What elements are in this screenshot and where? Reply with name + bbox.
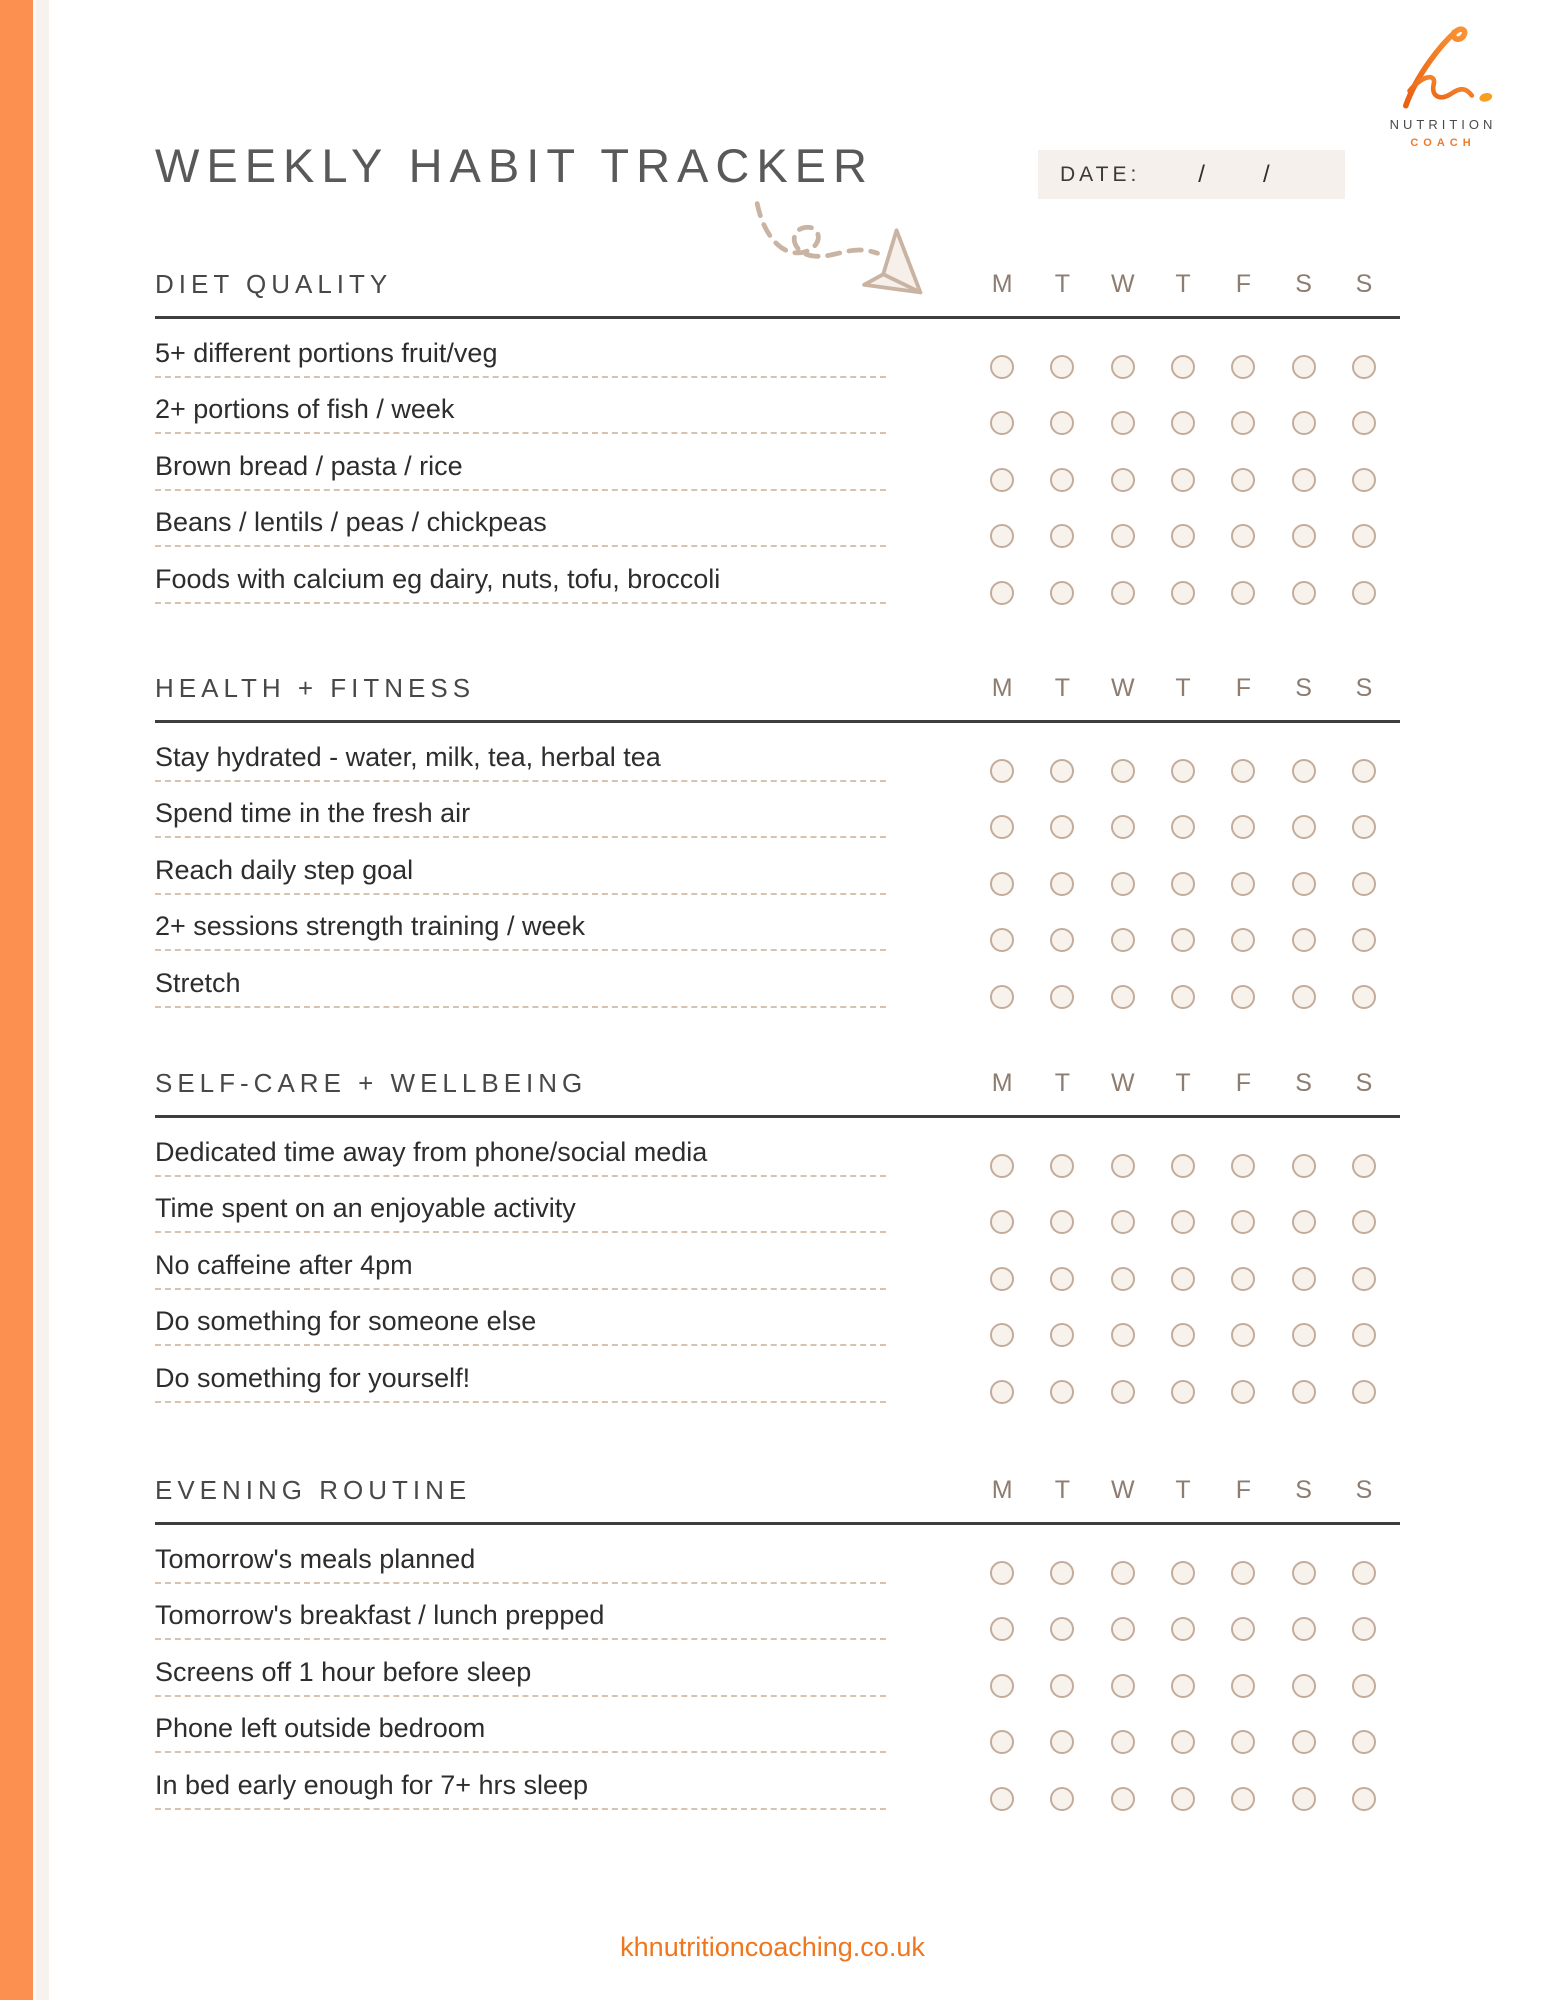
day-letter: W (1110, 1068, 1135, 1097)
habit-label: Stretch (155, 968, 886, 1008)
habit-checkbox-circle[interactable] (1352, 1323, 1376, 1347)
habit-checkbox-circle[interactable] (1352, 1210, 1376, 1234)
habit-checkbox-circle[interactable] (1292, 815, 1316, 839)
habit-label: Dedicated time away from phone/social media (155, 1137, 886, 1177)
habit-checkbox-circle[interactable] (1352, 1787, 1376, 1811)
habit-row (155, 327, 1400, 384)
habit-checkbox-circle[interactable] (1050, 1210, 1074, 1234)
habit-checkbox-circle[interactable] (1111, 928, 1135, 952)
habit-day-circles (972, 872, 1395, 896)
day-letter: T (1175, 1068, 1191, 1097)
habit-checkbox-circle[interactable] (1231, 759, 1255, 783)
habit-label: 2+ sessions strength training / week (155, 911, 886, 951)
habit-checkbox-circle[interactable] (1171, 1674, 1195, 1698)
habit-checkbox-circle[interactable] (1111, 1674, 1135, 1698)
habit-label: Do something for someone else (155, 1306, 886, 1346)
habit-checkbox-circle[interactable] (1111, 1617, 1135, 1641)
day-of-week-headers (972, 1476, 1395, 1505)
habit-checkbox-circle[interactable] (1292, 1323, 1316, 1347)
habit-checkbox-circle[interactable] (1050, 1730, 1074, 1754)
habit-section (155, 1472, 1400, 1816)
habit-row (155, 1703, 1400, 1760)
habit-day-circles (972, 1210, 1395, 1234)
habit-checkbox-circle[interactable] (1231, 1154, 1255, 1178)
habit-row (155, 1183, 1400, 1240)
section-title: EVENING ROUTINE (155, 1474, 472, 1505)
day-letter: M (991, 1068, 1013, 1097)
habit-checkbox-circle[interactable] (1050, 1380, 1074, 1404)
habit-row (155, 553, 1400, 610)
habit-checkbox-circle[interactable] (1111, 1154, 1135, 1178)
habit-checkbox-circle[interactable] (990, 1380, 1014, 1404)
habit-row (155, 1646, 1400, 1703)
habit-checkbox-circle[interactable] (1352, 524, 1376, 548)
day-letter: T (1054, 1475, 1071, 1504)
day-letter: S (1295, 1068, 1312, 1097)
habit-label: Reach daily step goal (155, 855, 886, 895)
habit-checkbox-circle[interactable] (1171, 985, 1195, 1009)
habit-checkbox-circle[interactable] (1111, 1267, 1135, 1291)
habit-checkbox-circle[interactable] (1231, 1617, 1255, 1641)
habit-checkbox-circle[interactable] (990, 1267, 1014, 1291)
habit-row (155, 384, 1400, 441)
habit-checkbox-circle[interactable] (1352, 985, 1376, 1009)
habit-day-circles (972, 928, 1395, 952)
habit-row (155, 440, 1400, 497)
habit-checkbox-circle[interactable] (990, 928, 1014, 952)
habit-checkbox-circle[interactable] (1292, 1154, 1316, 1178)
section-title: DIET QUALITY (155, 268, 393, 299)
habit-row (155, 497, 1400, 554)
habit-row (155, 1239, 1400, 1296)
habit-checkbox-circle[interactable] (1111, 1380, 1135, 1404)
habit-day-circles (972, 1617, 1395, 1641)
habit-checkbox-circle[interactable] (990, 872, 1014, 896)
habit-checkbox-circle[interactable] (1292, 411, 1316, 435)
habit-checkbox-circle[interactable] (1050, 1617, 1074, 1641)
day-letter: S (1295, 673, 1312, 702)
habit-checkbox-circle[interactable] (990, 759, 1014, 783)
brand-logo (1383, 22, 1503, 149)
habit-day-circles (972, 581, 1395, 605)
habit-checkbox-circle[interactable] (1111, 1323, 1135, 1347)
date-slash: / (1198, 160, 1205, 188)
day-letter: S (1355, 1475, 1373, 1504)
day-letter: W (1110, 673, 1135, 702)
habit-checkbox-circle[interactable] (990, 1210, 1014, 1234)
section-divider (155, 720, 1400, 723)
habit-checkbox-circle[interactable] (1171, 581, 1195, 605)
habit-checkbox-circle[interactable] (1171, 1617, 1195, 1641)
habit-checkbox-circle[interactable] (1231, 1787, 1255, 1811)
kh-logo-icon (1387, 22, 1499, 115)
habit-checkbox-circle[interactable] (1171, 1380, 1195, 1404)
habit-checkbox-circle[interactable] (1050, 815, 1074, 839)
habit-checkbox-circle[interactable] (1171, 468, 1195, 492)
habit-checkbox-circle[interactable] (1171, 1561, 1195, 1585)
section-title: SELF-CARE + WELLBEING (155, 1067, 588, 1098)
habit-checkbox-circle[interactable] (1231, 1561, 1255, 1585)
habit-label: No caffeine after 4pm (155, 1250, 886, 1290)
habit-day-circles (972, 1787, 1395, 1811)
day-letter: T (1175, 1475, 1191, 1504)
day-letter: T (1175, 673, 1191, 702)
habit-checkbox-circle[interactable] (1111, 524, 1135, 548)
habit-label: Screens off 1 hour before sleep (155, 1657, 886, 1697)
logo-nutrition-text: NUTRITION (1389, 117, 1497, 132)
day-of-week-headers (972, 270, 1395, 299)
habit-checkbox-circle[interactable] (1292, 1617, 1316, 1641)
habit-day-circles (972, 759, 1395, 783)
habit-checkbox-circle[interactable] (1292, 581, 1316, 605)
day-letter: S (1355, 269, 1373, 298)
section-divider (155, 316, 1400, 319)
habit-label: Time spent on an enjoyable activity (155, 1193, 886, 1233)
habit-checkbox-circle[interactable] (990, 355, 1014, 379)
habit-checkbox-circle[interactable] (990, 1323, 1014, 1347)
habit-checkbox-circle[interactable] (1352, 759, 1376, 783)
habit-checkbox-circle[interactable] (990, 1787, 1014, 1811)
habit-checkbox-circle[interactable] (1352, 581, 1376, 605)
habit-checkbox-circle[interactable] (1352, 872, 1376, 896)
habit-checkbox-circle[interactable] (1292, 1561, 1316, 1585)
day-letter: T (1054, 673, 1071, 702)
day-letter: T (1175, 269, 1191, 298)
day-letter: M (991, 673, 1013, 702)
habit-sections (155, 266, 1400, 1816)
habit-checkbox-circle[interactable] (1231, 1267, 1255, 1291)
date-slash: / (1262, 160, 1270, 188)
habit-checkbox-circle[interactable] (1111, 1730, 1135, 1754)
habit-checkbox-circle[interactable] (1171, 1210, 1195, 1234)
habit-checkbox-circle[interactable] (1292, 1380, 1316, 1404)
habit-row (155, 1533, 1400, 1590)
habit-checkbox-circle[interactable] (1231, 1674, 1255, 1698)
habit-checkbox-circle[interactable] (1111, 1561, 1135, 1585)
habit-label: Beans / lentils / peas / chickpeas (155, 507, 886, 547)
habit-checkbox-circle[interactable] (1171, 1730, 1195, 1754)
habit-day-circles (972, 1323, 1395, 1347)
habit-label: Spend time in the fresh air (155, 798, 886, 838)
habit-checkbox-circle[interactable] (1171, 815, 1195, 839)
day-letter: T (1054, 269, 1071, 298)
habit-checkbox-circle[interactable] (1111, 985, 1135, 1009)
day-letter: W (1110, 1475, 1135, 1504)
habit-checkbox-circle[interactable] (1292, 1674, 1316, 1698)
habit-checkbox-circle[interactable] (1352, 411, 1376, 435)
habit-checkbox-circle[interactable] (1050, 1154, 1074, 1178)
habit-checkbox-circle[interactable] (990, 815, 1014, 839)
habit-checkbox-circle[interactable] (1352, 1380, 1376, 1404)
habit-checkbox-circle[interactable] (1050, 985, 1074, 1009)
habit-label: In bed early enough for 7+ hrs sleep (155, 1770, 886, 1810)
habit-checkbox-circle[interactable] (1050, 524, 1074, 548)
habit-checkbox-circle[interactable] (1352, 1730, 1376, 1754)
habit-checkbox-circle[interactable] (1111, 815, 1135, 839)
habit-checkbox-circle[interactable] (1352, 1674, 1376, 1698)
habit-checkbox-circle[interactable] (990, 1154, 1014, 1178)
day-of-week-headers (972, 1069, 1395, 1098)
day-letter: S (1355, 673, 1373, 702)
habit-checkbox-circle[interactable] (1171, 411, 1195, 435)
date-field[interactable] (1038, 150, 1345, 199)
habit-checkbox-circle[interactable] (1111, 581, 1135, 605)
habit-checkbox-circle[interactable] (1050, 1674, 1074, 1698)
habit-section (155, 1065, 1400, 1409)
habit-checkbox-circle[interactable] (1352, 1154, 1376, 1178)
habit-checkbox-circle[interactable] (1292, 985, 1316, 1009)
left-beige-stripe (36, 0, 49, 2000)
day-letter: S (1295, 1475, 1312, 1504)
habit-checkbox-circle[interactable] (1292, 1787, 1316, 1811)
habit-label: Foods with calcium eg dairy, nuts, tofu, broccoli (155, 564, 886, 604)
habit-checkbox-circle[interactable] (1171, 1267, 1195, 1291)
habit-checkbox-circle[interactable] (990, 524, 1014, 548)
habit-checkbox-circle[interactable] (990, 985, 1014, 1009)
day-letter: S (1355, 1068, 1373, 1097)
habit-checkbox-circle[interactable] (1231, 1730, 1255, 1754)
day-letter: F (1235, 269, 1251, 298)
day-letter: F (1235, 673, 1251, 702)
habit-checkbox-circle[interactable] (1352, 1561, 1376, 1585)
habit-checkbox-circle[interactable] (1111, 1787, 1135, 1811)
habit-day-circles (972, 1267, 1395, 1291)
habit-checkbox-circle[interactable] (1111, 872, 1135, 896)
habit-checkbox-circle[interactable] (1171, 355, 1195, 379)
day-letter: T (1054, 1068, 1071, 1097)
left-accent-stripe (0, 0, 33, 2000)
habit-checkbox-circle[interactable] (1292, 759, 1316, 783)
habit-checkbox-circle[interactable] (1231, 524, 1255, 548)
habit-checkbox-circle[interactable] (1231, 468, 1255, 492)
habit-checkbox-circle[interactable] (1231, 872, 1255, 896)
habit-checkbox-circle[interactable] (1111, 759, 1135, 783)
habit-row (155, 957, 1400, 1014)
habit-checkbox-circle[interactable] (1292, 1267, 1316, 1291)
habit-checkbox-circle[interactable] (1231, 1380, 1255, 1404)
habit-checkbox-circle[interactable] (1111, 1210, 1135, 1234)
habit-checkbox-circle[interactable] (1231, 411, 1255, 435)
habit-checkbox-circle[interactable] (1231, 581, 1255, 605)
habit-checkbox-circle[interactable] (1292, 1730, 1316, 1754)
habit-day-circles (972, 1730, 1395, 1754)
habit-row (155, 788, 1400, 845)
habit-section (155, 266, 1400, 610)
day-of-week-headers (972, 674, 1395, 703)
habit-checkbox-circle[interactable] (1050, 872, 1074, 896)
habit-checkbox-circle[interactable] (1171, 1154, 1195, 1178)
habit-day-circles (972, 815, 1395, 839)
page-title: WEEKLY HABIT TRACKER (155, 139, 874, 192)
day-letter: F (1235, 1068, 1251, 1097)
habit-checkbox-circle[interactable] (1050, 1323, 1074, 1347)
day-letter: M (991, 1475, 1013, 1504)
habit-checkbox-circle[interactable] (1050, 1787, 1074, 1811)
habit-row (155, 1759, 1400, 1816)
habit-label: Stay hydrated - water, milk, tea, herbal tea (155, 742, 886, 782)
habit-checkbox-circle[interactable] (1050, 1267, 1074, 1291)
habit-checkbox-circle[interactable] (1292, 1210, 1316, 1234)
habit-checkbox-circle[interactable] (1352, 1617, 1376, 1641)
habit-section (155, 670, 1400, 1014)
habit-checkbox-circle[interactable] (1231, 815, 1255, 839)
habit-row (155, 844, 1400, 901)
habit-checkbox-circle[interactable] (1050, 581, 1074, 605)
habit-label: Phone left outside bedroom (155, 1713, 886, 1753)
habit-checkbox-circle[interactable] (1352, 355, 1376, 379)
habit-label: Tomorrow's meals planned (155, 1544, 886, 1584)
habit-day-circles (972, 411, 1395, 435)
habit-day-circles (972, 524, 1395, 548)
habit-checkbox-circle[interactable] (990, 468, 1014, 492)
habit-checkbox-circle[interactable] (1292, 928, 1316, 952)
day-letter: M (991, 269, 1013, 298)
footer-website-link[interactable]: khnutritioncoaching.co.uk (620, 1932, 925, 1962)
habit-row (155, 1296, 1400, 1353)
habit-checkbox-circle[interactable] (990, 1617, 1014, 1641)
habit-checkbox-circle[interactable] (1352, 815, 1376, 839)
habit-label: Do something for yourself! (155, 1363, 886, 1403)
habit-row (155, 1352, 1400, 1409)
habit-row (155, 1590, 1400, 1647)
habit-checkbox-circle[interactable] (1352, 1267, 1376, 1291)
habit-checkbox-circle[interactable] (1231, 1323, 1255, 1347)
habit-row (155, 901, 1400, 958)
day-letter: S (1295, 269, 1312, 298)
habit-checkbox-circle[interactable] (1050, 928, 1074, 952)
section-divider (155, 1115, 1400, 1118)
habit-checkbox-circle[interactable] (1171, 759, 1195, 783)
habit-label: Brown bread / pasta / rice (155, 451, 886, 491)
habit-checkbox-circle[interactable] (990, 1674, 1014, 1698)
logo-coach-text: COACH (1410, 137, 1476, 149)
habit-day-circles (972, 985, 1395, 1009)
habit-checkbox-circle[interactable] (1050, 468, 1074, 492)
habit-day-circles (972, 1380, 1395, 1404)
section-title: HEALTH + FITNESS (155, 672, 476, 703)
habit-day-circles (972, 1561, 1395, 1585)
habit-checkbox-circle[interactable] (990, 411, 1014, 435)
habit-checkbox-circle[interactable] (990, 1561, 1014, 1585)
habit-checkbox-circle[interactable] (990, 1730, 1014, 1754)
habit-checkbox-circle[interactable] (1231, 355, 1255, 379)
habit-checkbox-circle[interactable] (1231, 928, 1255, 952)
habit-checkbox-circle[interactable] (1050, 759, 1074, 783)
habit-checkbox-circle[interactable] (1292, 872, 1316, 896)
habit-checkbox-circle[interactable] (1292, 355, 1316, 379)
habit-checkbox-circle[interactable] (1111, 411, 1135, 435)
habit-label: 5+ different portions fruit/veg (155, 338, 886, 378)
habit-checkbox-circle[interactable] (1111, 355, 1135, 379)
habit-row (155, 1126, 1400, 1183)
habit-checkbox-circle[interactable] (1171, 928, 1195, 952)
page-footer (0, 1932, 1545, 1963)
date-label: DATE: (1060, 162, 1141, 186)
habit-checkbox-circle[interactable] (1352, 468, 1376, 492)
habit-checkbox-circle[interactable] (1352, 928, 1376, 952)
habit-checkbox-circle[interactable] (1231, 1210, 1255, 1234)
habit-row (155, 731, 1400, 788)
habit-day-circles (972, 1154, 1395, 1178)
habit-checkbox-circle[interactable] (990, 581, 1014, 605)
habit-checkbox-circle[interactable] (1292, 524, 1316, 548)
habit-checkbox-circle[interactable] (1171, 1787, 1195, 1811)
habit-day-circles (972, 355, 1395, 379)
habit-checkbox-circle[interactable] (1171, 524, 1195, 548)
habit-checkbox-circle[interactable] (1111, 468, 1135, 492)
habit-checkbox-circle[interactable] (1050, 355, 1074, 379)
habit-day-circles (972, 468, 1395, 492)
habit-checkbox-circle[interactable] (1292, 468, 1316, 492)
day-letter: F (1235, 1475, 1251, 1504)
habit-day-circles (972, 1674, 1395, 1698)
habit-checkbox-circle[interactable] (1050, 411, 1074, 435)
habit-checkbox-circle[interactable] (1171, 872, 1195, 896)
section-divider (155, 1522, 1400, 1525)
day-letter: W (1110, 269, 1135, 298)
habit-checkbox-circle[interactable] (1231, 985, 1255, 1009)
habit-checkbox-circle[interactable] (1171, 1323, 1195, 1347)
habit-checkbox-circle[interactable] (1050, 1561, 1074, 1585)
habit-label: Tomorrow's breakfast / lunch prepped (155, 1600, 886, 1640)
habit-label: 2+ portions of fish / week (155, 394, 886, 434)
